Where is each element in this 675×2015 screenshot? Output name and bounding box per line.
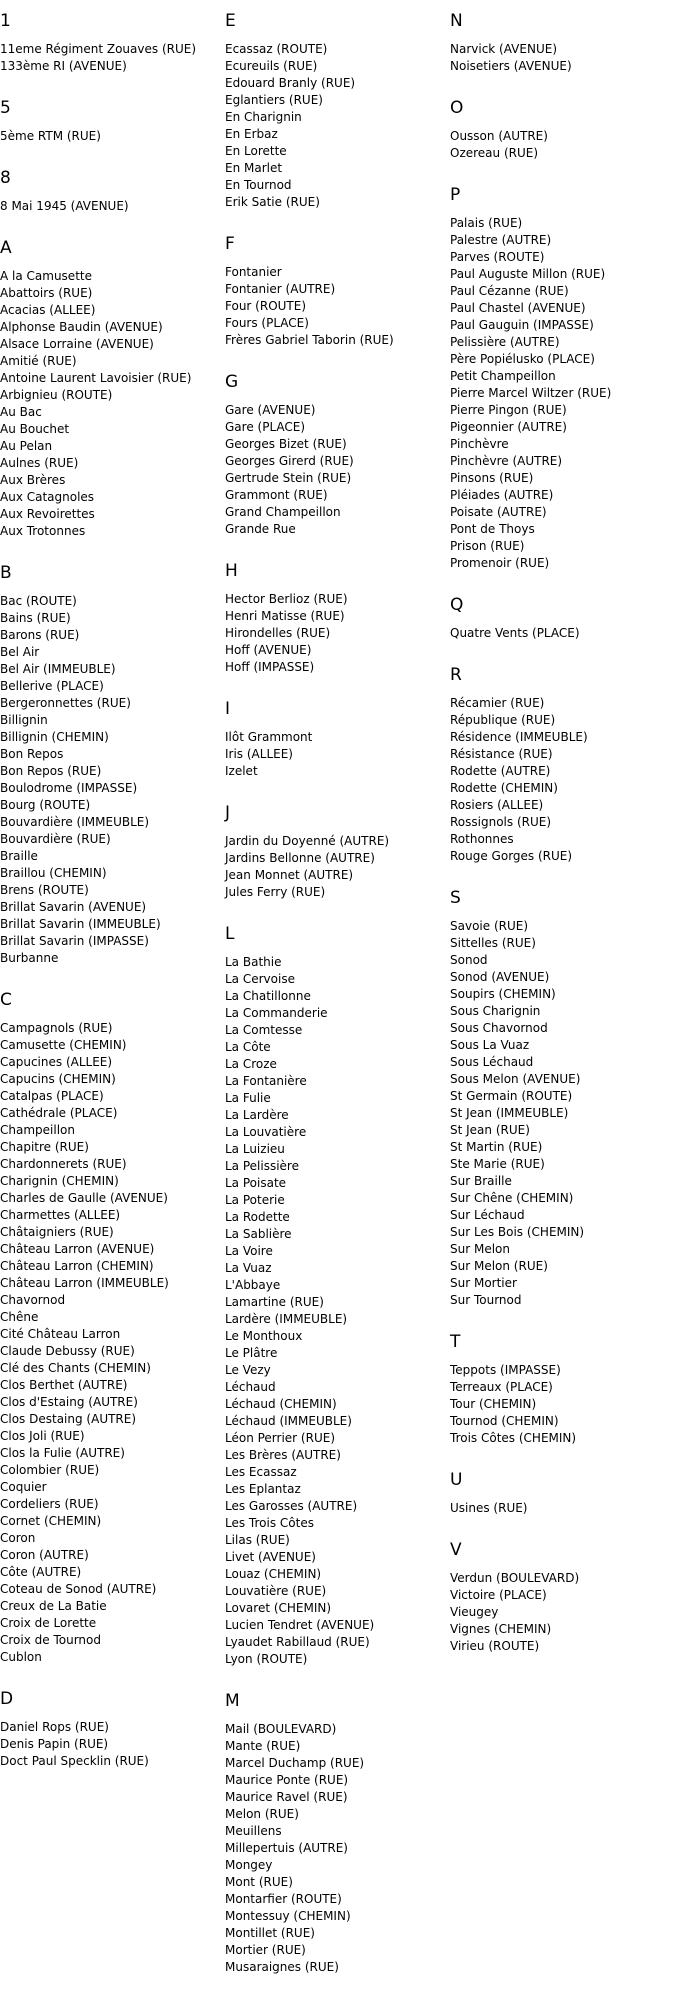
street-link[interactable]: Aux Trotonnes xyxy=(0,524,86,538)
street-link[interactable]: Clos Destaing (AUTRE) xyxy=(0,1412,137,1426)
street-link[interactable]: Chardonnerets (RUE) xyxy=(0,1157,127,1171)
street-link[interactable]: Château Larron (AVENUE) xyxy=(0,1242,155,1256)
street-link[interactable]: Promenoir (RUE) xyxy=(450,556,550,570)
street-link[interactable]: Coteau de Sonod (AUTRE) xyxy=(0,1582,157,1596)
letter-group-i xyxy=(225,698,447,780)
street-link[interactable]: Four (ROUTE) xyxy=(225,299,307,313)
letter-heading: Q xyxy=(450,595,464,615)
street-link[interactable]: St Martin (RUE) xyxy=(450,1140,543,1154)
street-link[interactable]: Pierre Marcel Wiltzer (RUE) xyxy=(450,386,612,400)
street-link[interactable]: Burbanne xyxy=(0,951,59,965)
letter-group-5 xyxy=(0,97,222,145)
street-link[interactable]: Camusette (CHEMIN) xyxy=(0,1038,127,1052)
street-link[interactable]: Sous Léchaud xyxy=(450,1055,534,1069)
street-link[interactable]: Ecassaz (ROUTE) xyxy=(225,42,328,56)
street-link[interactable]: Lamartine (RUE) xyxy=(225,1295,324,1309)
street-link[interactable]: Bel Air (IMMEUBLE) xyxy=(0,662,116,676)
street-link[interactable]: Campagnols (RUE) xyxy=(0,1021,113,1035)
letter-heading: 8 xyxy=(0,168,11,188)
street-link[interactable]: Pont de Thoys xyxy=(450,522,535,536)
street-link[interactable]: Résidence (IMMEUBLE) xyxy=(450,730,588,744)
street-link[interactable]: Palais (RUE) xyxy=(450,216,523,230)
street-link[interactable]: Château Larron (IMMEUBLE) xyxy=(0,1276,169,1290)
street-link[interactable]: Les Brères (AUTRE) xyxy=(225,1448,341,1462)
street-link[interactable]: La Commanderie xyxy=(225,1006,328,1020)
street-link[interactable]: La Chatillonne xyxy=(225,989,311,1003)
street-link[interactable]: Pelissière (AUTRE) xyxy=(450,335,560,349)
street-link[interactable]: Livet (AVENUE) xyxy=(225,1550,316,1564)
street-link[interactable]: Cathédrale (PLACE) xyxy=(0,1106,118,1120)
street-link[interactable]: Le Monthoux xyxy=(225,1329,303,1343)
street-link[interactable]: Sonod (AVENUE) xyxy=(450,970,550,984)
street-link[interactable]: Montillet (RUE) xyxy=(225,1926,315,1940)
letter-group-b xyxy=(0,562,222,967)
street-link[interactable]: Capucins (CHEMIN) xyxy=(0,1072,116,1086)
street-link[interactable]: Récamier (RUE) xyxy=(450,696,545,710)
street-link[interactable]: Erik Satie (RUE) xyxy=(225,195,320,209)
street-link[interactable]: A la Camusette xyxy=(0,269,92,283)
street-link[interactable]: Cublon xyxy=(0,1650,42,1664)
street-link[interactable]: Les Eplantaz xyxy=(225,1482,301,1496)
street-link[interactable]: Fontanier xyxy=(225,265,282,279)
street-link[interactable]: Virieu (ROUTE) xyxy=(450,1639,540,1653)
street-link[interactable]: Sonod xyxy=(450,953,488,967)
letter-heading: B xyxy=(0,563,12,583)
street-link[interactable]: Jardins Bellonne (AUTRE) xyxy=(225,851,375,865)
street-link[interactable]: Léchaud xyxy=(225,1380,276,1394)
street-link[interactable]: Barons (RUE) xyxy=(0,628,80,642)
street-link[interactable]: Noisetiers (AVENUE) xyxy=(450,59,572,73)
street-link[interactable]: Alsace Lorraine (AVENUE) xyxy=(0,337,154,351)
street-link[interactable]: Côte (AUTRE) xyxy=(0,1565,82,1579)
street-link[interactable]: Bourg (ROUTE) xyxy=(0,798,91,812)
street-link[interactable]: Prison (RUE) xyxy=(450,539,525,553)
street-link[interactable]: Clos la Fulie (AUTRE) xyxy=(0,1446,125,1460)
street-link[interactable]: Bac (ROUTE) xyxy=(0,594,77,608)
street-link[interactable]: Colombier (RUE) xyxy=(0,1463,100,1477)
street-link[interactable]: Pierre Pingon (RUE) xyxy=(450,403,567,417)
street-link[interactable]: Ilôt Grammont xyxy=(225,730,313,744)
street-link[interactable]: Abattoirs (RUE) xyxy=(0,286,93,300)
street-link[interactable]: Palestre (AUTRE) xyxy=(450,233,552,247)
street-link[interactable]: Arbignieu (ROUTE) xyxy=(0,388,113,402)
street-link[interactable]: Billignin xyxy=(0,713,48,727)
letter-heading: N xyxy=(450,11,463,31)
street-link[interactable]: La Fulie xyxy=(225,1091,271,1105)
street-link[interactable]: Savoie (RUE) xyxy=(450,919,529,933)
street-link[interactable]: Terreaux (PLACE) xyxy=(450,1380,553,1394)
street-link[interactable]: Mongey xyxy=(225,1858,273,1872)
street-link[interactable]: Charmettes (ALLEE) xyxy=(0,1208,121,1222)
street-link[interactable]: Millepertuis (AUTRE) xyxy=(225,1841,348,1855)
street-link[interactable]: Sur Braille xyxy=(450,1174,512,1188)
street-link[interactable]: En Marlet xyxy=(225,161,283,175)
street-link[interactable]: St Germain (ROUTE) xyxy=(450,1089,573,1103)
street-link[interactable]: Aux Revoirettes xyxy=(0,507,95,521)
street-link[interactable]: Catalpas (PLACE) xyxy=(0,1089,104,1103)
street-link[interactable]: Lovaret (CHEMIN) xyxy=(225,1601,332,1615)
street-link[interactable]: Au Bac xyxy=(0,405,42,419)
street-link[interactable]: Brens (ROUTE) xyxy=(0,883,89,897)
letter-group-f xyxy=(225,233,447,349)
street-link[interactable]: Usines (RUE) xyxy=(450,1501,528,1515)
street-link[interactable]: Montessuy (CHEMIN) xyxy=(225,1909,351,1923)
street-link[interactable]: Sous La Vuaz xyxy=(450,1038,530,1052)
street-link[interactable]: Clos Berthet (AUTRE) xyxy=(0,1378,128,1392)
street-link[interactable]: Henri Matisse (RUE) xyxy=(225,609,345,623)
street-link[interactable]: Quatre Vents (PLACE) xyxy=(450,626,580,640)
letter-heading: I xyxy=(225,699,231,719)
street-link[interactable]: Bergeronnettes (RUE) xyxy=(0,696,131,710)
street-link[interactable]: Ozereau (RUE) xyxy=(450,146,539,160)
letter-heading: S xyxy=(450,888,461,908)
street-link[interactable]: Le Plâtre xyxy=(225,1346,278,1360)
street-link[interactable]: La Lardère xyxy=(225,1108,289,1122)
index-column-3 xyxy=(450,10,672,1677)
street-link[interactable]: Maurice Ponte (RUE) xyxy=(225,1773,349,1787)
street-link[interactable]: Izelet xyxy=(225,764,258,778)
street-link[interactable]: Doct Paul Specklin (RUE) xyxy=(0,1754,149,1768)
letter-group-m xyxy=(225,1690,447,1976)
street-link[interactable]: Charignin (CHEMIN) xyxy=(0,1174,119,1188)
street-link[interactable]: Victoire (PLACE) xyxy=(450,1588,547,1602)
letter-group-s xyxy=(450,887,672,1309)
street-link[interactable]: Pinsons (RUE) xyxy=(450,471,534,485)
street-link[interactable]: Parves (ROUTE) xyxy=(450,250,545,264)
letter-heading: V xyxy=(450,1540,462,1560)
street-link[interactable]: La Vuaz xyxy=(225,1261,272,1275)
street-link[interactable]: La Louvatière xyxy=(225,1125,307,1139)
street-link[interactable]: Teppots (IMPASSE) xyxy=(450,1363,561,1377)
street-link[interactable]: St Jean (RUE) xyxy=(450,1123,530,1137)
street-link[interactable]: Sous Charignin xyxy=(450,1004,541,1018)
letter-heading: J xyxy=(225,803,231,823)
street-link[interactable]: Narvick (AVENUE) xyxy=(450,42,557,56)
street-link[interactable]: Iris (ALLEE) xyxy=(225,747,293,761)
street-link[interactable]: Gertrude Stein (RUE) xyxy=(225,471,352,485)
street-link[interactable]: Chêne xyxy=(0,1310,39,1324)
street-link[interactable]: En Tournod xyxy=(225,178,292,192)
street-link[interactable]: Sur Tournod xyxy=(450,1293,522,1307)
street-link[interactable]: La Fontanière xyxy=(225,1074,307,1088)
street-link[interactable]: Mail (BOULEVARD) xyxy=(225,1722,337,1736)
letter-heading: T xyxy=(450,1332,461,1352)
street-link[interactable]: Les Garosses (AUTRE) xyxy=(225,1499,358,1513)
street-link[interactable]: Sous Melon (AVENUE) xyxy=(450,1072,581,1086)
street-link[interactable]: Lucien Tendret (AVENUE) xyxy=(225,1618,375,1632)
street-link[interactable]: Eglantiers (RUE) xyxy=(225,93,323,107)
street-link[interactable]: Bellerive (PLACE) xyxy=(0,679,104,693)
street-link[interactable]: Billignin (CHEMIN) xyxy=(0,730,109,744)
street-link[interactable]: Edouard Branly (RUE) xyxy=(225,76,356,90)
letter-heading: D xyxy=(0,1689,14,1709)
street-link[interactable]: Rossignols (RUE) xyxy=(450,815,552,829)
street-link[interactable]: Fontanier (AUTRE) xyxy=(225,282,336,296)
letter-group-q xyxy=(450,594,672,642)
street-link[interactable]: Sur Mortier xyxy=(450,1276,517,1290)
street-link[interactable]: La Poisate xyxy=(225,1176,287,1190)
street-link[interactable]: Les Trois Côtes xyxy=(225,1516,314,1530)
street-link[interactable]: Paul Auguste Millon (RUE) xyxy=(450,267,606,281)
street-link[interactable]: Musaraignes (RUE) xyxy=(225,1960,339,1974)
street-link[interactable]: La Voire xyxy=(225,1244,273,1258)
street-link[interactable]: Hoff (AVENUE) xyxy=(225,643,312,657)
street-link[interactable]: Charles de Gaulle (AVENUE) xyxy=(0,1191,168,1205)
street-link[interactable]: Tour (CHEMIN) xyxy=(450,1397,537,1411)
letter-group-t xyxy=(450,1331,672,1447)
street-link[interactable]: Amitié (RUE) xyxy=(0,354,77,368)
street-link[interactable]: Melon (RUE) xyxy=(225,1807,299,1821)
street-link[interactable]: La Bathie xyxy=(225,955,282,969)
street-link[interactable]: Rodette (CHEMIN) xyxy=(450,781,558,795)
street-link[interactable]: Lardère (IMMEUBLE) xyxy=(225,1312,348,1326)
street-link[interactable]: Acacias (ALLEE) xyxy=(0,303,96,317)
street-link[interactable]: La Poterie xyxy=(225,1193,285,1207)
letter-heading: 5 xyxy=(0,98,11,118)
index-column-2 xyxy=(225,10,447,1998)
letter-heading: F xyxy=(225,234,235,254)
street-link[interactable]: Gare (PLACE) xyxy=(225,420,306,434)
street-link[interactable]: Lyaudet Rabillaud (RUE) xyxy=(225,1635,370,1649)
street-link[interactable]: Paul Cézanne (RUE) xyxy=(450,284,569,298)
street-link[interactable]: La Luizieu xyxy=(225,1142,285,1156)
letter-group-c xyxy=(0,989,222,1666)
street-link[interactable]: La Croze xyxy=(225,1057,277,1071)
street-link[interactable]: Sittelles (RUE) xyxy=(450,936,536,950)
street-link[interactable]: 11eme Régiment Zouaves (RUE) xyxy=(0,42,197,56)
street-link[interactable]: Châtaigniers (RUE) xyxy=(0,1225,114,1239)
street-link[interactable]: Maurice Ravel (RUE) xyxy=(225,1790,348,1804)
street-link[interactable]: Sous Chavornod xyxy=(450,1021,548,1035)
letter-heading: 1 xyxy=(0,11,11,31)
street-link[interactable]: Brillat Savarin (AVENUE) xyxy=(0,900,147,914)
street-link[interactable]: Au Bouchet xyxy=(0,422,70,436)
street-link[interactable]: Daniel Rops (RUE) xyxy=(0,1720,109,1734)
street-link[interactable]: Marcel Duchamp (RUE) xyxy=(225,1756,365,1770)
street-link[interactable]: Soupirs (CHEMIN) xyxy=(450,987,556,1001)
street-link[interactable]: Sur Chêne (CHEMIN) xyxy=(450,1191,574,1205)
street-link[interactable]: En Charignin xyxy=(225,110,302,124)
street-link[interactable]: Aux Brères xyxy=(0,473,66,487)
street-link[interactable]: Bains (RUE) xyxy=(0,611,71,625)
street-link[interactable]: Ousson (AUTRE) xyxy=(450,129,548,143)
letter-heading: G xyxy=(225,372,239,392)
street-link[interactable]: L'Abbaye xyxy=(225,1278,281,1292)
street-link[interactable]: Pigeonnier (AUTRE) xyxy=(450,420,567,434)
street-link[interactable]: Bel Air xyxy=(0,645,40,659)
street-link[interactable]: Le Vezy xyxy=(225,1363,271,1377)
letter-heading: L xyxy=(225,924,235,944)
street-link[interactable]: Grand Champeillon xyxy=(225,505,341,519)
street-link[interactable]: Chapitre (RUE) xyxy=(0,1140,89,1154)
street-link[interactable]: Louaz (CHEMIN) xyxy=(225,1567,322,1581)
street-link[interactable]: La Pelissière xyxy=(225,1159,299,1173)
street-link[interactable]: Aulnes (RUE) xyxy=(0,456,79,470)
street-link[interactable]: Chavornod xyxy=(0,1293,66,1307)
letter-group-r xyxy=(450,664,672,865)
letter-heading: A xyxy=(0,238,12,258)
street-link[interactable]: Poisate (AUTRE) xyxy=(450,505,547,519)
street-link[interactable]: Bon Repos xyxy=(0,747,64,761)
street-link[interactable]: Georges Bizet (RUE) xyxy=(225,437,347,451)
street-link[interactable]: Antoine Laurent Lavoisier (RUE) xyxy=(0,371,192,385)
street-link[interactable]: Rosiers (ALLEE) xyxy=(450,798,544,812)
street-link[interactable]: Petit Champeillon xyxy=(450,369,556,383)
street-link[interactable]: Rouge Gorges (RUE) xyxy=(450,849,573,863)
street-link[interactable]: Coron (AUTRE) xyxy=(0,1548,89,1562)
street-link[interactable]: Hoff (IMPASSE) xyxy=(225,660,315,674)
street-link[interactable]: Braille xyxy=(0,849,38,863)
letter-heading: M xyxy=(225,1691,240,1711)
street-link[interactable]: Boulodrome (IMPASSE) xyxy=(0,781,138,795)
letter-group-h xyxy=(225,560,447,676)
street-link[interactable]: Brillat Savarin (IMPASSE) xyxy=(0,934,149,948)
letter-group-n xyxy=(450,10,672,75)
street-link[interactable]: Père Popiélusko (PLACE) xyxy=(450,352,595,366)
street-link[interactable]: Mante (RUE) xyxy=(225,1739,301,1753)
street-link[interactable]: Léon Perrier (RUE) xyxy=(225,1431,335,1445)
street-link[interactable]: Alphonse Baudin (AVENUE) xyxy=(0,320,163,334)
street-link[interactable]: Creux de La Batie xyxy=(0,1599,107,1613)
street-link[interactable]: Pinchèvre xyxy=(450,437,509,451)
letter-group-d xyxy=(0,1688,222,1770)
street-link[interactable]: Lyon (ROUTE) xyxy=(225,1652,308,1666)
street-link[interactable]: Paul Chastel (AVENUE) xyxy=(450,301,586,315)
street-link[interactable]: Vignes (CHEMIN) xyxy=(450,1622,552,1636)
street-link[interactable]: Clos d'Estaing (AUTRE) xyxy=(0,1395,138,1409)
street-link[interactable]: Jardin du Doyenné (AUTRE) xyxy=(225,834,390,848)
street-link[interactable]: Lilas (RUE) xyxy=(225,1533,290,1547)
letter-group-u xyxy=(450,1469,672,1517)
street-link[interactable]: Georges Girerd (RUE) xyxy=(225,454,354,468)
street-link[interactable]: Paul Gauguin (IMPASSE) xyxy=(450,318,594,332)
street-link[interactable]: Jules Ferry (RUE) xyxy=(225,885,326,899)
street-link[interactable]: En Lorette xyxy=(225,144,287,158)
street-link[interactable]: Gare (AVENUE) xyxy=(225,403,316,417)
street-link[interactable]: Rothonnes xyxy=(450,832,514,846)
street-link[interactable]: Cordeliers (RUE) xyxy=(0,1497,99,1511)
street-link[interactable]: Vieugey xyxy=(450,1605,499,1619)
street-link[interactable]: Capucines (ALLEE) xyxy=(0,1055,113,1069)
street-link[interactable]: Résistance (RUE) xyxy=(450,747,553,761)
street-link[interactable]: La Côte xyxy=(225,1040,271,1054)
street-link[interactable]: Frères Gabriel Taborin (RUE) xyxy=(225,333,394,347)
street-link[interactable]: St Jean (IMMEUBLE) xyxy=(450,1106,569,1120)
street-link[interactable]: Clos Joli (RUE) xyxy=(0,1429,85,1443)
street-link[interactable]: Jean Monnet (AUTRE) xyxy=(225,868,354,882)
street-link[interactable]: Croix de Tournod xyxy=(0,1633,101,1647)
street-link[interactable]: La Comtesse xyxy=(225,1023,303,1037)
street-link[interactable]: Montarfier (ROUTE) xyxy=(225,1892,342,1906)
street-link[interactable]: Fours (PLACE) xyxy=(225,316,309,330)
street-link[interactable]: Sur Melon (RUE) xyxy=(450,1259,548,1273)
street-link[interactable]: Sur Melon xyxy=(450,1242,510,1256)
street-link[interactable]: Léchaud (CHEMIN) xyxy=(225,1397,337,1411)
letter-heading: P xyxy=(450,185,461,205)
street-link[interactable]: Bouvardière (RUE) xyxy=(0,832,111,846)
street-link[interactable]: Château Larron (CHEMIN) xyxy=(0,1259,154,1273)
street-link[interactable]: Mortier (RUE) xyxy=(225,1943,306,1957)
street-link[interactable]: Denis Papin (RUE) xyxy=(0,1737,109,1751)
letter-heading: U xyxy=(450,1470,463,1490)
street-link[interactable]: Au Pelan xyxy=(0,439,53,453)
letter-heading: H xyxy=(225,561,238,581)
street-link[interactable]: 5ème RTM (RUE) xyxy=(0,129,101,143)
street-link[interactable]: Sur Les Bois (CHEMIN) xyxy=(450,1225,585,1239)
letter-group-l xyxy=(225,923,447,1668)
street-link[interactable]: Claude Debussy (RUE) xyxy=(0,1344,135,1358)
street-link[interactable]: Coron xyxy=(0,1531,36,1545)
street-link[interactable]: 8 Mai 1945 (AVENUE) xyxy=(0,199,129,213)
street-link[interactable]: Louvatière (RUE) xyxy=(225,1584,327,1598)
street-link[interactable]: Bouvardière (IMMEUBLE) xyxy=(0,815,150,829)
street-link[interactable]: La Sablière xyxy=(225,1227,292,1241)
street-link[interactable]: Ste Marie (RUE) xyxy=(450,1157,545,1171)
street-link[interactable]: Bon Repos (RUE) xyxy=(0,764,102,778)
street-link[interactable]: Aux Catagnoles xyxy=(0,490,95,504)
street-link[interactable]: République (RUE) xyxy=(450,713,556,727)
street-link[interactable]: Rodette (AUTRE) xyxy=(450,764,551,778)
street-link[interactable]: Hector Berlioz (RUE) xyxy=(225,592,348,606)
letter-heading: C xyxy=(0,990,12,1010)
letter-group-j xyxy=(225,802,447,901)
street-link[interactable]: Clé des Chants (CHEMIN) xyxy=(0,1361,151,1375)
street-link[interactable]: Les Ecassaz xyxy=(225,1465,297,1479)
letter-group-a xyxy=(0,237,222,540)
street-link[interactable]: Léchaud (IMMEUBLE) xyxy=(225,1414,352,1428)
street-link[interactable]: Champeillon xyxy=(0,1123,75,1137)
street-link[interactable]: Brillat Savarin (IMMEUBLE) xyxy=(0,917,161,931)
street-link[interactable]: Tournod (CHEMIN) xyxy=(450,1414,559,1428)
street-link[interactable]: 133ème RI (AVENUE) xyxy=(0,59,127,73)
street-link[interactable]: Meuillens xyxy=(225,1824,282,1838)
street-link[interactable]: La Rodette xyxy=(225,1210,290,1224)
street-link[interactable]: Hirondelles (RUE) xyxy=(225,626,331,640)
street-link[interactable]: Grande Rue xyxy=(225,522,296,536)
letter-group-v xyxy=(450,1539,672,1655)
street-link[interactable]: En Erbaz xyxy=(225,127,278,141)
street-link[interactable]: Coquier xyxy=(0,1480,47,1494)
street-link[interactable]: Mont (RUE) xyxy=(225,1875,293,1889)
street-link[interactable]: Verdun (BOULEVARD) xyxy=(450,1571,580,1585)
street-link[interactable]: La Cervoise xyxy=(225,972,295,986)
letter-group-8 xyxy=(0,167,222,215)
street-link[interactable]: Cité Château Larron xyxy=(0,1327,121,1341)
street-link[interactable]: Trois Côtes (CHEMIN) xyxy=(450,1431,577,1445)
letter-group-g xyxy=(225,371,447,538)
letter-heading: R xyxy=(450,665,462,685)
street-link[interactable]: Cornet (CHEMIN) xyxy=(0,1514,102,1528)
letter-heading: O xyxy=(450,98,464,118)
street-link[interactable]: Ecureuils (RUE) xyxy=(225,59,318,73)
street-link[interactable]: Pléiades (AUTRE) xyxy=(450,488,554,502)
street-link[interactable]: Croix de Lorette xyxy=(0,1616,97,1630)
letter-group-o xyxy=(450,97,672,162)
street-link[interactable]: Sur Léchaud xyxy=(450,1208,525,1222)
street-link[interactable]: Grammont (RUE) xyxy=(225,488,328,502)
street-link[interactable]: Pinchèvre (AUTRE) xyxy=(450,454,563,468)
letter-group-e xyxy=(225,10,447,211)
index-column-1 xyxy=(0,10,222,1792)
street-link[interactable]: Braillou (CHEMIN) xyxy=(0,866,107,880)
letter-heading: E xyxy=(225,11,236,31)
letter-group-1 xyxy=(0,10,222,75)
letter-group-p xyxy=(450,184,672,572)
